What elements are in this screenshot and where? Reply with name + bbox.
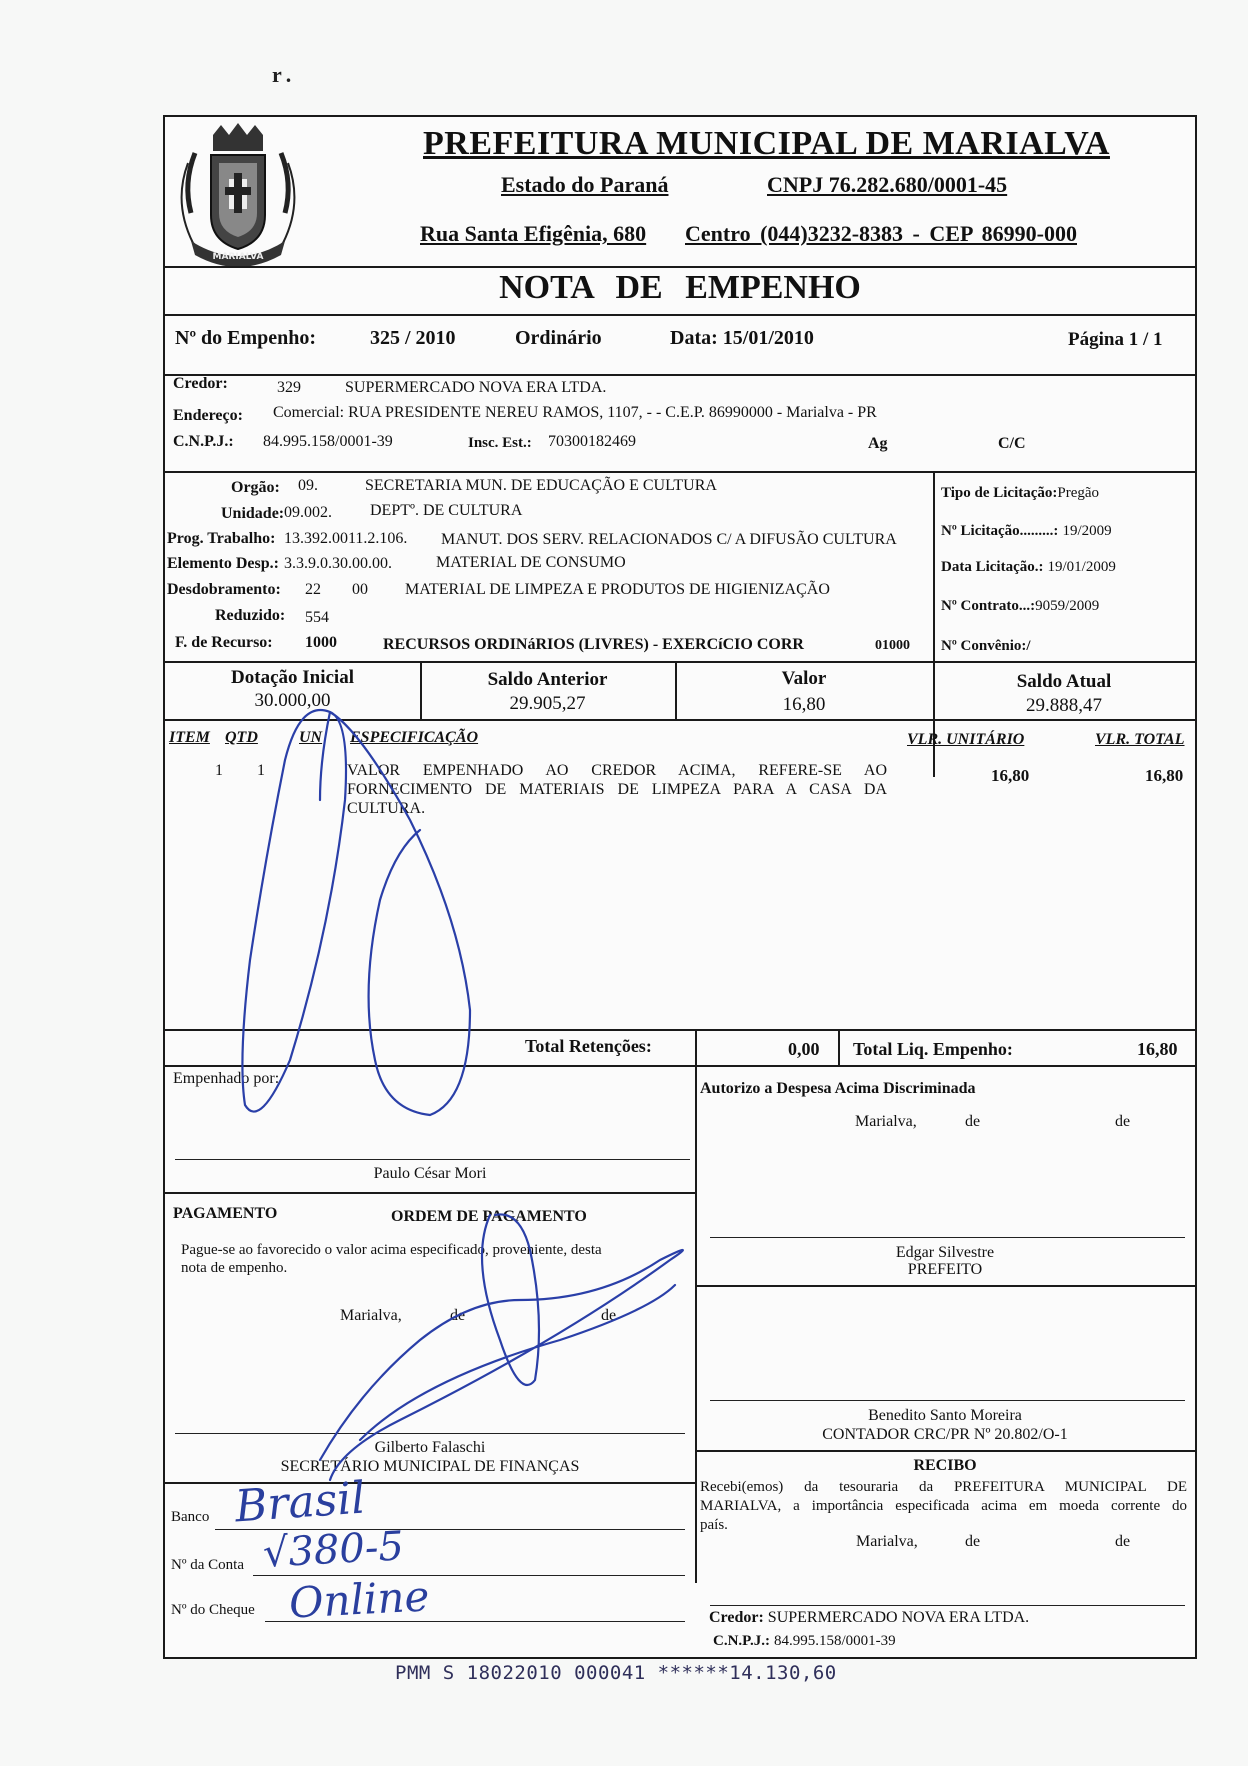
footer-stamp: PMM S 18022010 000041 ******14.130,60	[395, 1662, 837, 1684]
document-title: NOTA DE EMPENHO	[499, 269, 861, 306]
seal-text: MARIALVA	[212, 252, 264, 262]
row-desc-line1: VALOR EMPENHADO AO CREDOR ACIMA, REFERE-SE AO	[347, 762, 887, 779]
orgao-label: Orgão:	[231, 479, 280, 496]
pagamento-label: PAGAMENTO	[173, 1205, 278, 1222]
tipo-licitacao-label: Tipo de Licitação:	[941, 485, 1058, 501]
elemento-code: 3.3.9.0.30.00.00.	[284, 555, 392, 572]
recibo-cnpj-label: C.N.P.J.:	[713, 1633, 770, 1649]
data-licitacao-label: Data Licitação.:	[941, 559, 1044, 575]
desdobramento-code2: 00	[352, 581, 368, 598]
cheque-label: Nº do Cheque	[171, 1602, 255, 1618]
unidade-name: DEPTº. DE CULTURA	[370, 502, 523, 519]
recibo-credor-value: SUPERMERCADO NOVA ERA LTDA.	[767, 1609, 1030, 1626]
endereco-label: Endereço:	[173, 407, 243, 424]
col-especificacao-header: ESPECIFICAÇÃO	[350, 729, 479, 746]
recibo-line1: Recebi(emos) da tesouraria da PREFEITURA MUNICIPAL DE	[700, 1479, 1187, 1495]
elemento-label: Elemento Desp.:	[167, 555, 279, 572]
recurso-code: 1000	[305, 634, 337, 651]
prog-label: Prog. Trabalho:	[167, 530, 276, 547]
row-qtd: 1	[257, 762, 265, 779]
scan-mark: r.	[272, 62, 298, 87]
saldo-anterior-label: Saldo Anterior	[487, 669, 608, 690]
col-vlr-total-header: VLR. TOTAL	[1095, 731, 1185, 748]
recibo-de1: de	[965, 1533, 981, 1550]
numero-licitacao-value: 19/2009	[1062, 523, 1112, 539]
desdobramento-name: MATERIAL DE LIMPEZA E PRODUTOS DE HIGIENIZAÇÃO	[405, 581, 830, 598]
empenhado-label: Empenhado por:	[173, 1070, 280, 1087]
account-label: C/C	[998, 435, 1026, 452]
banco-label: Banco	[171, 1509, 210, 1525]
unidade-label: Unidade:	[221, 505, 285, 522]
address-contact: Centro (044)3232-8383 - CEP 86990-000	[685, 221, 1077, 246]
secretario-role: SECRETÁRIO MUNICIPAL DE FINANÇAS	[280, 1458, 580, 1475]
recibo-credor-label: Credor:	[709, 1609, 764, 1626]
reduzido-label: Reduzido:	[215, 607, 286, 624]
recibo-line3: país.	[700, 1517, 728, 1533]
col-item-header: ITEM	[169, 729, 210, 746]
saldo-atual-value: 29.888,47	[1026, 695, 1102, 716]
empenho-date: Data: 15/01/2010	[670, 327, 814, 349]
city-hall-title: PREFEITURA MUNICIPAL DE MARIALVA	[423, 125, 1110, 162]
unidade-code: 09.002.	[284, 504, 332, 521]
conta-label: Nº da Conta	[171, 1557, 244, 1573]
liquido-value: 16,80	[1137, 1039, 1178, 1059]
endereco-value: Comercial: RUA PRESIDENTE NEREU RAMOS, 1107, - - C.E.P. 86990000 - Marialva - PR	[273, 404, 877, 421]
handwritten-banco: Brasil	[233, 1472, 367, 1533]
pagamento-city: Marialva,	[340, 1307, 402, 1324]
cnpj-value: 84.995.158/0001-39	[263, 433, 393, 450]
pagamento-text-line1: Pague-se ao favorecido o valor acima especificado, proveniente, desta	[181, 1242, 602, 1258]
autorizo-title: Autorizo a Despesa Acima Discriminada	[700, 1080, 976, 1097]
signature-empenhado	[242, 710, 470, 1115]
pagamento-de1: de	[450, 1307, 466, 1324]
desdobramento-code1: 22	[305, 581, 321, 598]
empenho-type: Ordinário	[515, 327, 602, 349]
row-item: 1	[215, 762, 223, 779]
dotacao-inicial-value: 30.000,00	[254, 690, 331, 711]
autorizo-de1: de	[965, 1113, 981, 1130]
recurso-label: F. de Recurso:	[175, 634, 273, 651]
col-un-header: UN	[299, 729, 323, 746]
recibo-city: Marialva,	[856, 1533, 918, 1550]
col-vlr-unitario-header: VLR. UNITÁRIO	[907, 731, 1025, 748]
recibo-cnpj-value: 84.995.158/0001-39	[773, 1633, 896, 1649]
contador-role: CONTADOR CRC/PR Nº 20.802/O-1	[822, 1426, 1068, 1443]
col-qtd-header: QTD	[225, 729, 258, 746]
prefeito-name: Edgar Silvestre	[895, 1244, 995, 1261]
retencoes-label: Total Retenções:	[525, 1036, 652, 1056]
pagamento-text-line2: nota de empenho.	[181, 1260, 288, 1276]
insc-label: Insc. Est.:	[468, 435, 532, 451]
orgao-code: 09.	[298, 477, 318, 494]
state-label: Estado do Paraná	[501, 172, 669, 197]
cnpj-header: CNPJ 76.282.680/0001-45	[767, 172, 1008, 197]
empenho-number: 325 / 2010	[370, 327, 456, 349]
elemento-name: MATERIAL DE CONSUMO	[436, 554, 626, 571]
row-desc-line2: FORNECIMENTO DE MATERIAIS DE LIMPEZA PARA A CASA DA	[347, 781, 887, 798]
empenhado-name: Paulo César Mori	[373, 1165, 487, 1182]
valor-label: Valor	[781, 668, 827, 689]
page-number: Página 1 / 1	[1068, 329, 1163, 350]
prefeito-role: PREFEITO	[907, 1261, 983, 1278]
valor-value: 16,80	[782, 694, 826, 715]
row-vlr-total: 16,80	[1145, 766, 1184, 785]
credor-code: 329	[277, 379, 301, 396]
liquido-label: Total Liq. Empenho:	[853, 1039, 1013, 1059]
saldo-anterior-value: 29.905,27	[509, 693, 586, 714]
credor-name: SUPERMERCADO NOVA ERA LTDA.	[345, 379, 607, 396]
cnpj-label: C.N.P.J.:	[173, 433, 234, 450]
row-desc-line3: CULTURA.	[347, 800, 426, 817]
desdobramento-label: Desdobramento:	[167, 581, 281, 598]
handwritten-cheque: Online	[287, 1571, 431, 1628]
convenio-label: Nº Convênio:/	[941, 638, 1031, 654]
saldo-atual-label: Saldo Atual	[1016, 671, 1112, 692]
tipo-licitacao-value: Pregão	[1057, 485, 1100, 501]
prog-code: 13.392.0011.2.106.	[284, 530, 408, 547]
credor-label: Credor:	[173, 375, 228, 392]
autorizo-de2: de	[1115, 1113, 1131, 1130]
recibo-line2: MARIALVA, a importância especificada acima em moeda corrente do	[700, 1498, 1187, 1514]
prog-name: MANUT. DOS SERV. RELACIONADOS C/ A DIFUSÃO CULTURA	[441, 531, 897, 548]
street-address: Rua Santa Efigênia, 680	[420, 221, 647, 246]
retencoes-value: 0,00	[788, 1039, 820, 1059]
empenho-number-label: Nº do Empenho:	[175, 327, 317, 349]
insc-value: 70300182469	[548, 433, 636, 450]
secretario-name: Gilberto Falaschi	[374, 1439, 486, 1456]
recibo-title: RECIBO	[913, 1457, 977, 1474]
numero-licitacao-label: Nº Licitação.........:	[941, 523, 1059, 539]
autorizo-city: Marialva,	[855, 1113, 917, 1130]
handwritten-conta: √380-5	[261, 1523, 405, 1577]
recurso-code2: 01000	[875, 638, 910, 653]
signature-secretario	[320, 1214, 683, 1480]
contrato-value: 9059/2009	[1035, 598, 1100, 614]
row-vlr-unitario: 16,80	[991, 766, 1030, 785]
data-licitacao-value: 19/01/2009	[1047, 559, 1116, 575]
contador-name: Benedito Santo Moreira	[868, 1407, 1022, 1424]
recurso-name: RECURSOS ORDINáRIOS (LIVRES) - EXERCíCIO CORR	[383, 636, 804, 653]
contrato-label: Nº Contrato...:	[941, 598, 1036, 614]
orgao-name: SECRETARIA MUN. DE EDUCAÇÃO E CULTURA	[365, 477, 717, 494]
ordem-pagamento-label: ORDEM DE PAGAMENTO	[391, 1208, 587, 1225]
dotacao-inicial-label: Dotação Inicial	[231, 667, 354, 688]
recibo-de2: de	[1115, 1533, 1131, 1550]
pagamento-de2: de	[601, 1307, 617, 1324]
agency-label: Ag	[868, 435, 888, 452]
reduzido-value: 554	[305, 609, 329, 626]
